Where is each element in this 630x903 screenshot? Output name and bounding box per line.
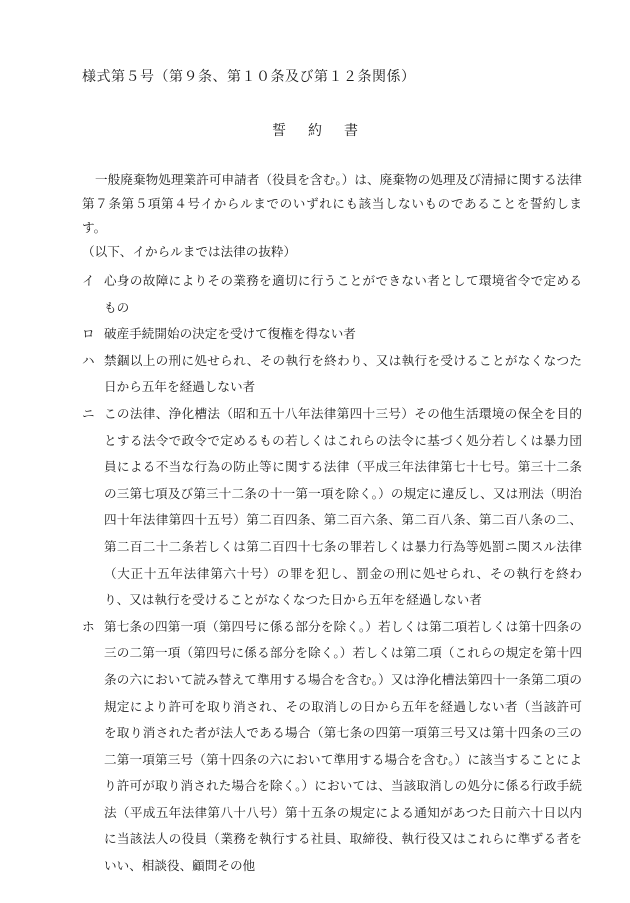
item-text: 破産手続開始の決定を受けて復権を得ない者 [104, 326, 356, 342]
item-marker: ニ [82, 405, 95, 421]
item-text: 心身の故障によりその業務を適切に行うことができない者として環境省令で定めるもの [104, 273, 582, 315]
law-excerpt-list [82, 268, 582, 880]
form-number-header: 様式第５号（第９条、第１０条及び第１２条関係） [82, 69, 416, 85]
item-text: 禁錮以上の刑に処せられ、その執行を終わり、又は執行を受けることがなくなつた日から五年を経過しない者 [104, 352, 582, 395]
excerpt-note: （以下、イからルまでは法律の抜粋） [82, 244, 297, 259]
document-title: 誓約書 [272, 123, 380, 139]
item-marker: ホ [82, 618, 95, 634]
item-marker: イ [82, 273, 95, 288]
list-item-i [82, 268, 582, 321]
pledge-text: 一般廃棄物処理業許可申請者（役員を含む。）は、廃棄物の処理及び清掃に関する法律第７条第５項第４号イからルまでのいずれにも該当しないものであることを誓約します。 [82, 172, 583, 235]
item-text: この法律、浄化槽法（昭和五十八年法律第四十三号）その他生活環境の保全を目的とする法令で政令で定めるもの若しくはこれらの法令に基づく処分若しくは暴力団員による不当な行為の防止等に関する法律（平成三年法律第七十七号。第三十二条の三第七項及び第三十二条の十一第一項を除く。）の規定に違反し、又は刑法（明治四十年法律第四十五号）第二百四条、第二百六条、第二百八条、第二百八条の二、第二百二十二条若しくは第二百四十七条の罪若しくは暴力行為等処罰ニ関スル法律（大正十五年法律第六十号）の罪を犯し、罰金の刑に処せられ、その執行を終わり、又は執行を受けることがなくなつた日から五年を経過しない者 [104, 405, 582, 608]
list-item-ni [82, 401, 582, 614]
item-text: 第七条の四第一項（第四号に係る部分を除く。）若しくは第二項若しくは第十四条の三の二第一項（第四号に係る部分を除く。）若しくは第二項（これらの規定を第十四条の六において読み替えて準用する場合を含む。）又は浄化槽法第四十一条第二項の規定により許可を取り消され、その取消しの日から五年を経過しない者（当該許可を取り消された者が法人である場合（第七条の四第一項第三号又は第十四条の三の二第一項第三号（第十四条の六において準用する場合を含む。）に該当することにより許可が取り消された場合を除く。）においては、当該取消しの処分に係る行政手続法（平成五年法律第八十八号）第十五条の規定による通知があつた日前六十日以内に当該法人の役員（業務を執行する社員、取締役、執行役又はこれらに準ずる者をいい、相談役、顧問その他 [104, 618, 582, 874]
list-item-ro [82, 321, 582, 348]
item-marker: ロ [82, 326, 95, 342]
list-item-ha [82, 348, 582, 401]
pledge-statement [82, 168, 582, 264]
list-item-ho [82, 614, 582, 880]
item-marker: ハ [82, 352, 95, 368]
